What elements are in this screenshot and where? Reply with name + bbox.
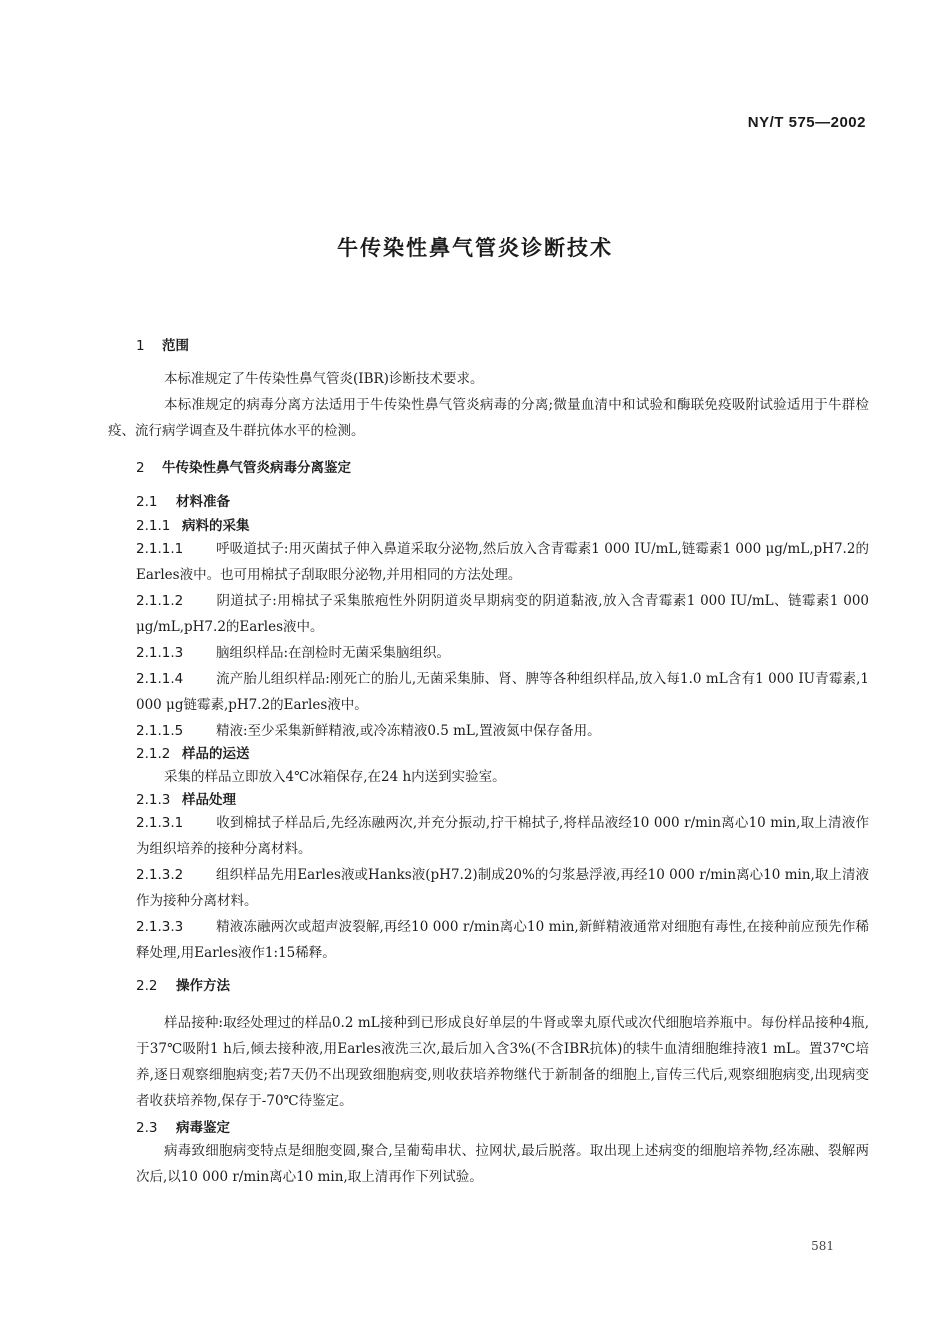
section-title: 范围 — [162, 338, 189, 354]
paragraph: 样品接种:取经处理过的样品0.2 mL接种到已形成良好单层的牛肾或睾丸原代或次代细胞培养瓶中。每份样品接种4瓶,于37℃吸附1 h后,倾去接种液,用Earles液洗三次,最后加入含3%(不含IBR抗体)的犊牛血清细胞维持液1 mL。置37℃培养,逐日观察细胞病变;若7天仍不出现致细胞病变,则收获培养物继代于新制备的细胞上,盲传三代后,观察细胞病变,出现病变者收获培养物,保存于-70℃待鉴定。 — [136, 1015, 869, 1109]
clause-number: 2.1.1.4 — [136, 671, 184, 687]
clause-2-1-3-2 — [136, 862, 869, 914]
section-2-1-2-heading — [136, 744, 869, 764]
clause-text: 精液:至少采集新鲜精液,或冷冻精液0.5 mL,置液氮中保存备用。 — [216, 723, 601, 739]
clause-text: 收到棉拭子样品后,先经冻融两次,并充分振动,拧干棉拭子,将样品液经10 000 r/min离心10 min,取上清液作为组织培养的接种分离材料。 — [136, 815, 869, 857]
clause-text: 组织样品先用Earles液或Hanks液(pH7.2)制成20%的匀浆悬浮液,再经10 000 r/min离心10 min,取上清液作为接种分离材料。 — [136, 867, 869, 909]
clause-number: 2.1.3.2 — [136, 867, 184, 883]
clause-text: 流产胎儿组织样品:刚死亡的胎儿,无菌采集肺、肾、脾等各种组织样品,放入每1.0 mL含有1 000 IU青霉素,1 000 μg链霉素,pH7.2的Earles液中。 — [136, 671, 869, 713]
paragraph: 病毒致细胞病变特点是细胞变圆,聚合,呈葡萄串状、拉网状,最后脱落。取出现上述病变的细胞培养物,经冻融、裂解两次后,以10 000 r/min离心10 min,取上清再作下列试验。 — [136, 1143, 869, 1185]
section-2-heading — [136, 458, 869, 478]
clause-2-1-1-1 — [136, 536, 869, 588]
clause-text: 脑组织样品:在剖检时无菌采集脑组织。 — [216, 645, 451, 661]
section-number: 2.2 — [136, 978, 158, 994]
clause-text: 阴道拭子:用棉拭子采集脓疱性外阴阴道炎早期病变的阴道黏液,放入含青霉素1 000 IU/mL、链霉素1 000 μg/mL,pH7.2的Earles液中。 — [136, 593, 869, 635]
section-title: 样品的运送 — [182, 746, 250, 762]
section-number: 2.1.2 — [136, 746, 171, 762]
section-2-1-1-heading — [136, 516, 869, 536]
section-number: 2 — [136, 460, 145, 476]
clause-number: 2.1.1.2 — [136, 593, 184, 609]
document-body — [108, 336, 869, 1190]
section-title: 操作方法 — [176, 978, 230, 994]
standard-number: NY/T 575—2002 — [747, 114, 866, 131]
clause-2-1-1-4 — [136, 666, 869, 718]
section-title: 牛传染性鼻气管炎病毒分离鉴定 — [162, 460, 351, 476]
section-2-1-heading — [136, 492, 869, 512]
section-number: 2.1.3 — [136, 792, 171, 808]
clause-text: 呼吸道拭子:用灭菌拭子伸入鼻道采取分泌物,然后放入含青霉素1 000 IU/mL,链霉素1 000 μg/mL,pH7.2的Earles液中。也可用棉拭子刮取眼分泌物,并用相同的方法处理。 — [136, 541, 869, 583]
clause-2-1-3-3 — [136, 914, 869, 966]
clause-number: 2.1.1.1 — [136, 541, 184, 557]
section-title: 材料准备 — [176, 494, 230, 510]
clause-number: 2.1.3.1 — [136, 815, 184, 831]
clause-number: 2.1.1.3 — [136, 645, 184, 661]
paragraph: 本标准规定了牛传染性鼻气管炎(IBR)诊断技术要求。 — [164, 371, 484, 387]
section-number: 2.1 — [136, 494, 158, 510]
page-number: 581 — [811, 1239, 834, 1253]
clause-2-1-1-2 — [136, 588, 869, 640]
section-2-2-heading — [136, 976, 869, 996]
clause-text: 精液冻融两次或超声波裂解,再经10 000 r/min离心10 min,新鲜精液通常对细胞有毒性,在接种前应预先作稀释处理,用Earles液作1:15稀释。 — [136, 919, 869, 961]
clause-number: 2.1.3.3 — [136, 919, 184, 935]
clause-2-1-1-3 — [136, 640, 869, 666]
section-2-3-heading — [136, 1118, 869, 1138]
section-number: 2.3 — [136, 1120, 158, 1136]
section-number: 2.1.1 — [136, 518, 171, 534]
paragraph: 采集的样品立即放入4℃冰箱保存,在24 h内送到实验室。 — [164, 769, 506, 785]
section-title: 样品处理 — [182, 792, 236, 808]
clause-2-1-3-1 — [136, 810, 869, 862]
document-title: 牛传染性鼻气管炎诊断技术 — [337, 236, 613, 260]
section-number: 1 — [136, 338, 145, 354]
clause-2-1-1-5 — [136, 718, 869, 744]
section-title: 病料的采集 — [182, 518, 250, 534]
section-title: 病毒鉴定 — [176, 1120, 230, 1136]
section-2-1-3-heading — [136, 790, 869, 810]
section-1-heading — [136, 336, 869, 356]
paragraph: 本标准规定的病毒分离方法适用于牛传染性鼻气管炎病毒的分离;微量血清中和试验和酶联免疫吸附试验适用于牛群检疫、流行病学调查及牛群抗体水平的检测。 — [108, 397, 869, 439]
clause-number: 2.1.1.5 — [136, 723, 184, 739]
